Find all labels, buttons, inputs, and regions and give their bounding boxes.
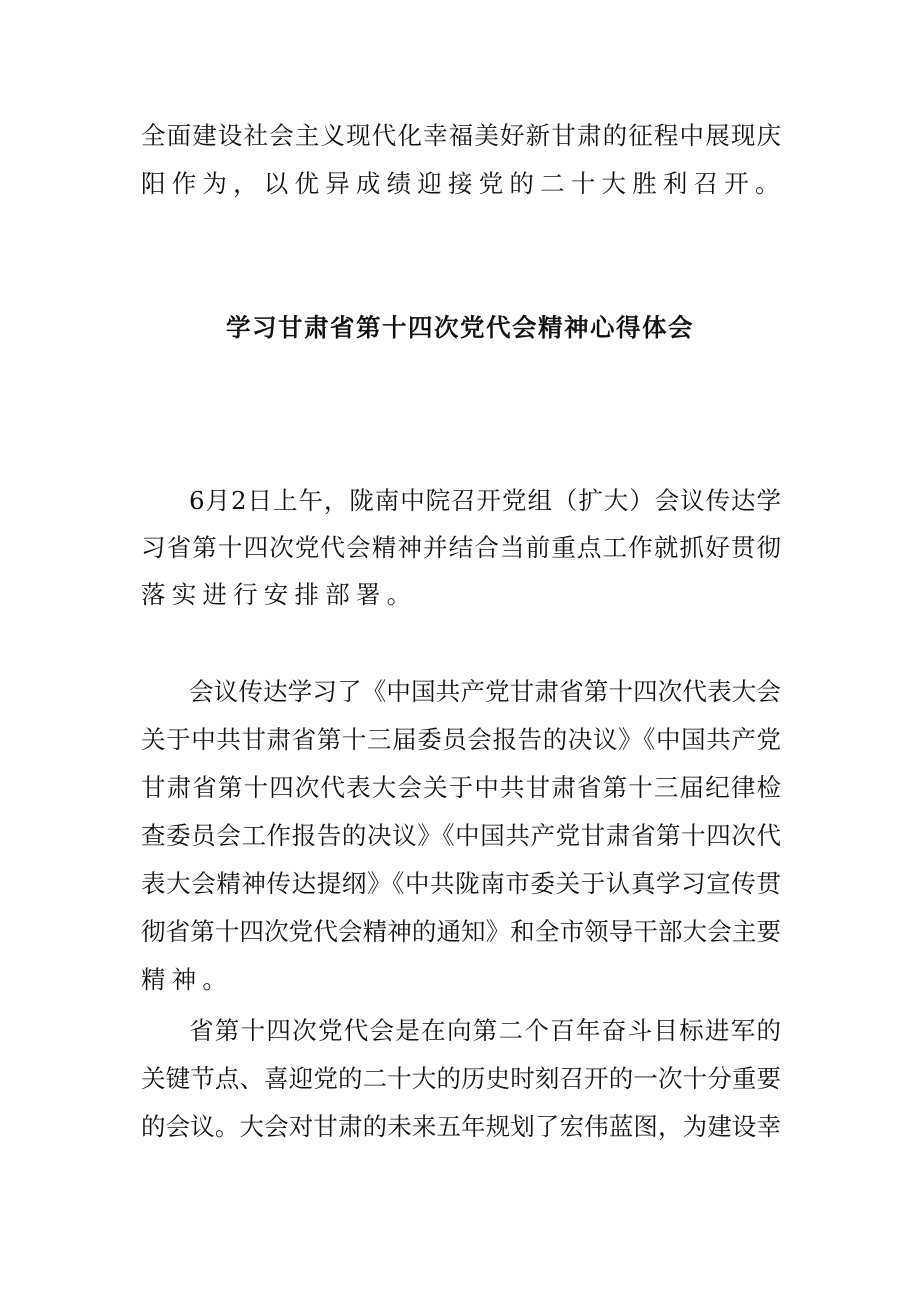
paragraph-line: 习省第十四次党代会精神并结合当前重点工作就抓好贯彻 [141,533,781,562]
paragraph-line: 表大会精神传达提纲》《中共陇南市委关于认真学习宣传贯 [141,869,781,898]
paragraph-line: 精神。 [141,965,234,994]
paragraph-line: 落实进行安排部署。 [141,580,418,609]
paragraph-line: 的会议。大会对甘肃的未来五年规划了宏伟蓝图，为建设幸 [141,1112,781,1141]
paragraph-line: 省第十四次党代会是在向第二个百年奋斗目标进军的 [189,1016,781,1045]
paragraph-line: 关键节点、喜迎党的二十大的历史时刻召开的一次十分重要 [141,1064,781,1093]
intro-line: 全面建设社会主义现代化幸福美好新甘肃的征程中展现庆 [141,121,781,150]
paragraph-line: 甘肃省第十四次代表大会关于中共甘肃省第十三届纪律检 [141,773,781,802]
paragraph-line: 6月2日上午，陇南中院召开党组（扩大）会议传达学 [189,486,781,515]
article-title: 学习甘肃省第十四次党代会精神心得体会 [226,313,694,342]
intro-line: 阳作为，以优异成绩迎接党的二十大胜利召开。 [141,169,786,198]
paragraph-line: 会议传达学习了《中国共产党甘肃省第十四次代表大会 [189,677,781,706]
paragraph-line: 彻省第十四次党代会精神的通知》和全市领导干部大会主要 [141,917,781,946]
paragraph-line: 查委员会工作报告的决议》《中国共产党甘肃省第十四次代 [141,821,781,850]
paragraph-line: 关于中共甘肃省第十三届委员会报告的决议》《中国共产党 [141,725,781,754]
